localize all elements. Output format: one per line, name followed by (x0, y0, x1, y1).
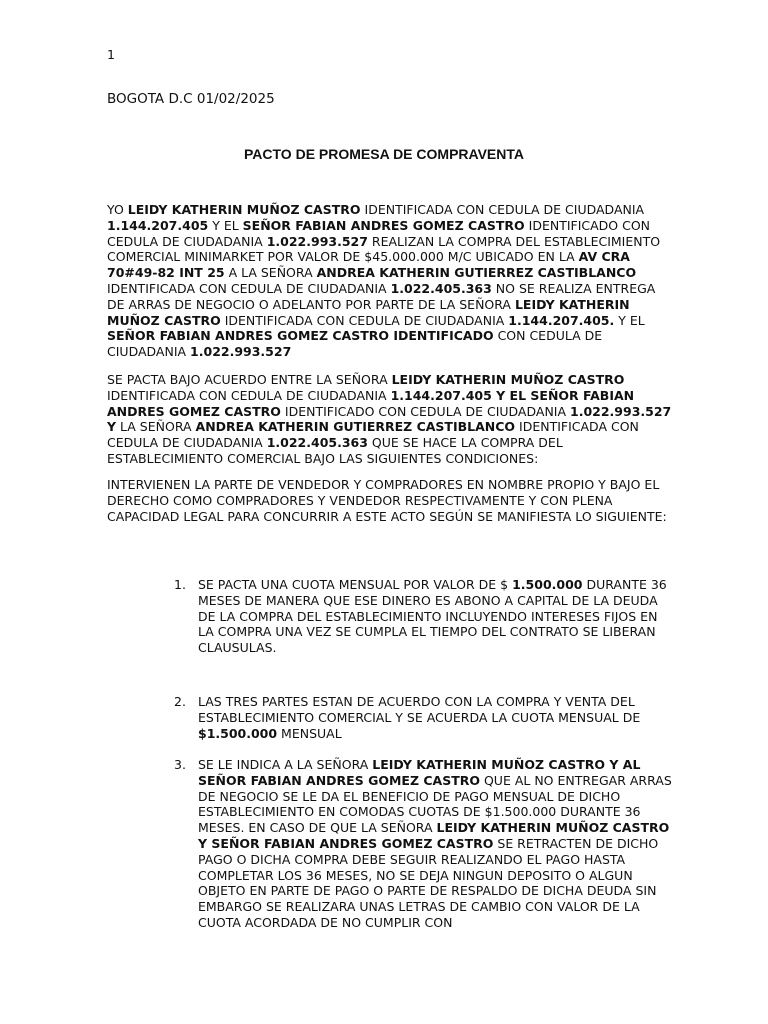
bold-text-run: LEIDY KATHERIN MUÑOZ CASTRO Y AL SEÑOR FABIAN ANDRES GOMEZ CASTRO (198, 757, 641, 788)
bold-text-run: ANDREA KATHERIN GUTIERREZ CASTIBLANCO (195, 419, 516, 435)
text-run: LAS TRES PARTES ESTAN DE ACUERDO CON LA COMPRA Y VENTA DEL ESTABLECIMIENTO COMERCIAL Y SE ACUERDA LA CUOTA MENSUAL DE (198, 694, 641, 725)
text-run: SE LE INDICA A LA SEÑORA (198, 757, 373, 772)
text-run: IDENTIFICADA CON CEDULA DE CIUDADANIA (107, 387, 391, 403)
clause-text (198, 694, 674, 741)
text-run: YO (107, 202, 128, 217)
paragraph-agreement (107, 372, 672, 467)
paragraph-intervene (107, 477, 672, 524)
bold-text-run: SEÑOR FABIAN ANDRES GOMEZ CASTRO (242, 217, 525, 233)
clause-2 (174, 694, 674, 741)
text-run: SE PACTA UNA CUOTA MENSUAL POR VALOR DE $ (198, 577, 513, 592)
clause-3 (174, 757, 674, 931)
bold-text-run: LEIDY KATHERIN MUÑOZ CASTRO Y SEÑOR FABIAN ANDRES GOMEZ CASTRO (198, 820, 670, 851)
text-run: IDENTIFICADO CON CEDULA DE CIUDADANIA (280, 403, 571, 419)
text-run: IDENTIFICADA CON CEDULA DE CIUDADANIA (360, 202, 645, 217)
text-run: NO SE REALIZA ENTREGA DE ARRAS DE NEGOCIO O ADELANTO POR PARTE DE LA SEÑORA (107, 280, 656, 312)
bold-text-run: 1.500.000 (512, 577, 583, 592)
clause-number: 2. (174, 694, 186, 709)
text-run: A LA SEÑORA (224, 265, 317, 281)
place-date: BOGOTA D.C 01/02/2025 (107, 91, 275, 107)
bold-text-run: LEIDY KATHERIN MUÑOZ CASTRO (127, 202, 361, 217)
text-run: SE PACTA BAJO ACUERDO ENTRE LA SEÑORA (107, 372, 392, 387)
text-run: IDENTIFICADA CON CEDULA DE CIUDADANIA (220, 312, 509, 328)
bold-text-run: 1.022.405.363 (390, 280, 492, 296)
clause-number: 1. (174, 577, 186, 592)
text-run: QUE SE HACE LA COMPRA DEL ESTABLECIMIENTO COMERCIAL BAJO LAS SIGUIENTES CONDICIONES: (107, 435, 563, 466)
bold-text-run: AV CRA 70#49-82 INT 25 (107, 249, 630, 281)
text-run: CON CEDULA DE CIUDADANIA (107, 328, 603, 360)
bold-text-run: 1.022.405.363 (266, 435, 368, 451)
bold-text-run: 1.022.993.527 (266, 233, 368, 249)
clause-text (198, 577, 674, 656)
paragraph-parties (107, 202, 672, 360)
clause-number: 3. (174, 757, 186, 772)
text-run: MENSUAL (277, 725, 342, 741)
text-run: QUE AL NO ENTREGAR ARRAS DE NEGOCIO SE LE DA EL BENEFICIO DE PAGO MENSUAL DE DICHO ESTABLECIMIENTO EN COMODAS CUOTAS DE $1.500.000 DURANTE 36 MESES. EN CASO DE QUE LA SEÑORA (198, 772, 672, 836)
text-run: Y EL (614, 312, 645, 328)
text-run: IDENTIFICADA CON CEDULA DE CIUDADANIA (107, 280, 391, 296)
bold-text-run: ANDREA KATHERIN GUTIERREZ CASTIBLANCO (316, 265, 637, 281)
text-run: DURANTE 36 MESES DE MANERA QUE ESE DINERO ES ABONO A CAPITAL DE LA DEUDA DE LA COMPRA DEL ESTABLECIMIENTO INCLUYENDO INTERESES FIJOS EN LA COMPRA UNA VEZ SE CUMPLA EL TIEMPO DEL CONTRATO SE LIBERAN CLAUSULAS. (198, 577, 667, 656)
bold-text-run: LEIDY KATHERIN MUÑOZ CASTRO (391, 372, 625, 387)
bold-text-run: $1.500.000 (198, 725, 278, 741)
text-run: LA SEÑORA (116, 419, 196, 435)
bold-text-run: 1.022.993.527 Y (107, 403, 672, 435)
text-run: IDENTIFICADA CON CEDULA DE CIUDADANIA (107, 419, 639, 451)
bold-text-run: LEIDY KATHERIN MUÑOZ CASTRO (107, 296, 630, 328)
text-run: IDENTIFICADO CON CEDULA DE CIUDADANIA (107, 217, 651, 249)
clause-1 (174, 577, 674, 656)
bold-text-run: 1.022.993.527 (190, 344, 292, 360)
text-run: REALIZAN LA COMPRA DEL ESTABLECIMIENTO COMERCIAL MINIMARKET POR VALOR DE $45.000.000 M/C UBICADO EN LA (107, 233, 661, 265)
page-number: 1 (107, 47, 115, 62)
text-run: Y EL (208, 217, 243, 233)
bold-text-run: 1.144.207.405 Y EL SEÑOR FABIAN ANDRES GOMEZ CASTRO (107, 387, 635, 419)
document-title: PACTO DE PROMESA DE COMPRAVENTA (243, 146, 525, 162)
text-run: INTERVIENEN LA PARTE DE VENDEDOR Y COMPRADORES EN NOMBRE PROPIO Y BAJO EL DERECHO COMO COMPRADORES Y VENDEDOR RESPECTIVAMENTE Y CON PLENA CAPACIDAD LEGAL PARA CONCURRIR A ESTE ACTO SEGÚN SE MANIFIESTA LO SIGUIENTE: (107, 477, 667, 524)
bold-text-run: 1.144.207.405. (508, 312, 615, 328)
clause-text (198, 757, 674, 931)
text-run: SE RETRACTEN DE DICHO PAGO O DICHA COMPRA DEBE SEGUIR REALIZANDO EL PAGO HASTA COMPLETAR LOS 36 MESES, NO SE DEJA NINGUN DEPOSITO O ALGUN OBJETO EN PARTE DE PAGO O PARTE DE RESPALDO DE DICHA DEUDA SIN EMBARGO SE REALIZARA UNAS LETRAS DE CAMBIO CON VALOR DE LA CUOTA ACORDADA DE NO CUMPLIR CON (198, 835, 659, 930)
bold-text-run: 1.144.207.405 (107, 217, 209, 233)
bold-text-run: SEÑOR FABIAN ANDRES GOMEZ CASTRO IDENTIFICADO (107, 328, 494, 344)
